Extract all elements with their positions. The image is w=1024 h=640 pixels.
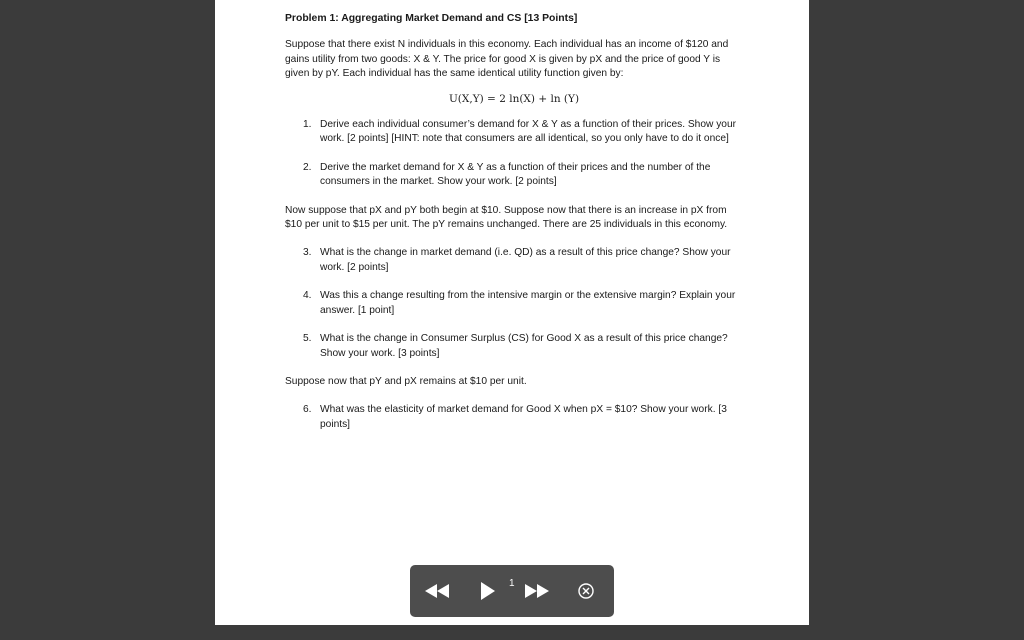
question-number: 5. — [303, 333, 312, 345]
question-item — [285, 246, 743, 275]
next-button[interactable] — [523, 579, 551, 603]
fast-forward-icon — [525, 584, 549, 598]
question-text: What is the change in market demand (i.e. QD) as a result of this price change? Show your work. [2 points] — [320, 247, 731, 273]
questions-group-c — [285, 403, 743, 432]
close-icon — [578, 583, 594, 599]
question-item — [285, 161, 743, 190]
question-item — [285, 118, 743, 147]
question-number: 2. — [303, 161, 312, 173]
document-content — [285, 12, 743, 446]
question-text: What is the change in Consumer Surplus (CS) for Good X as a result of this price change? Show your work. [3 points] — [320, 333, 728, 359]
question-text: What was the elasticity of market demand for Good X when pX = $10? Show your work. [3 points] — [320, 404, 727, 430]
question-text: Derive each individual consumer’s demand for X & Y as a function of their prices. Show your work. [2 points] [HINT: note that consumers are all identical, so you only have to do it once] — [320, 119, 737, 145]
play-icon — [481, 582, 495, 600]
play-button[interactable] — [478, 579, 498, 603]
intro-paragraph: Suppose that there exist N individuals in this economy. Each individual has an income of $120 and gains utility from two goods: X & Y. The price for good X is given by pX and the price of good Y is given by pY. Each individual has the same identical utility function given by: — [285, 39, 729, 80]
question-text: Derive the market demand for X & Y as a function of their prices and the number of the consumers in the market. Show your work. [2 points] — [320, 161, 711, 188]
question-item — [285, 289, 743, 318]
rewind-icon — [425, 584, 449, 598]
question-text: Was this a change resulting from the intensive margin or the extensive margin? Explain your answer. [1 point] — [320, 290, 736, 316]
question-number: 6. — [303, 404, 312, 416]
close-button[interactable] — [574, 579, 598, 603]
page-number: 1 — [509, 578, 515, 589]
question-number: 4. — [303, 290, 312, 302]
scenario-paragraph: Now suppose that pX and pY both begin at $10. Suppose now that there is an increase in pX from $10 per unit to $15 per unit. The pY remains unchanged. There are 25 individuals in this economy. — [285, 204, 728, 231]
questions-group-a — [285, 118, 743, 190]
presentation-toolbar — [410, 565, 614, 617]
problem-title: Problem 1: Aggregating Market Demand and CS [13 Points] — [285, 13, 578, 24]
question-number: 1. — [303, 119, 312, 131]
question-item — [285, 403, 743, 432]
question-number: 3. — [303, 247, 312, 259]
question-item — [285, 332, 743, 361]
utility-formula: U(X,Y) = 2 ln(X) + ln (Y) — [448, 92, 580, 105]
document-page — [215, 0, 809, 625]
questions-group-b — [285, 246, 743, 360]
previous-button[interactable] — [424, 579, 450, 603]
scenario-paragraph-2: Suppose now that pY and pX remains at $10 per unit. — [285, 375, 527, 387]
